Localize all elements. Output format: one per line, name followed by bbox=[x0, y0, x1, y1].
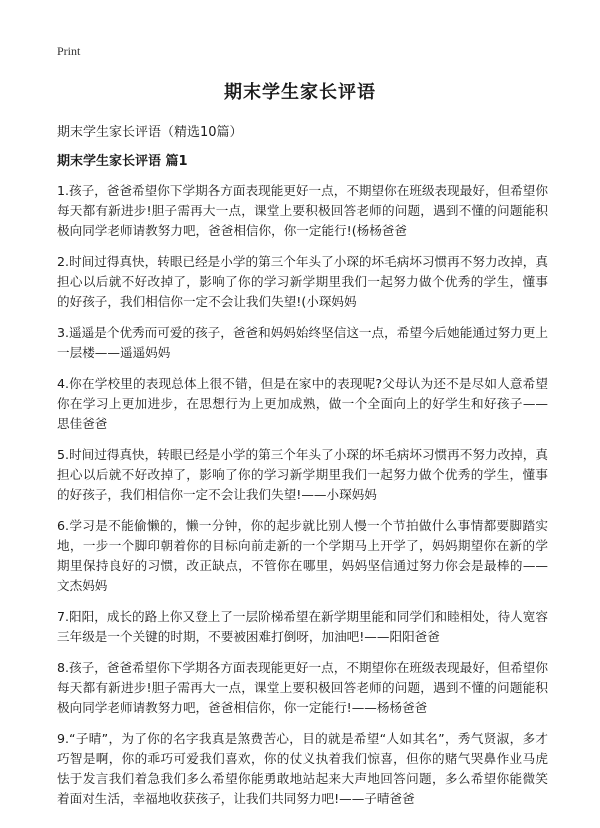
document-subtitle: 期末学生家长评语（精选10篇） bbox=[57, 125, 243, 140]
comment-entry: 1.孩子，爸爸希望你下学期各方面表现能更好一点，不期望你在班级表现最好，但希望你每天都有新进步!胆子需再大一点，课堂上要积极回答老师的问题，遇到不懂的问题能积极向同学老师请教努力吧，爸爸相信你，你一定能行!(杨杨爸爸 bbox=[57, 183, 548, 238]
comment-entry: 5.时间过得真快，转眼已经是小学的第三个年头了小琛的坏毛病坏习惯再不努力改掉，真担心以后就不好改掉了，影响了你的学习新学期里我们一起努力做个优秀的学生，懂事的好孩子，我们相信你一定不会让我们失望!——小琛妈妈 bbox=[57, 447, 548, 502]
comment-entry: 6.学习是不能偷懒的，懒一分钟，你的起步就比别人慢一个节拍做什么事情都要脚踏实地，一步一个脚印朝着你的目标向前走新的一个学期马上开学了，妈妈期望你在新的学期里保持良好的习惯，改正缺点，不管你在哪里，妈妈坚信通过努力你会是最棒的——文杰妈妈 bbox=[57, 518, 548, 593]
comment-entry: 3.遥遥是个优秀而可爱的孩子，爸爸和妈妈始终坚信这一点，希望今后她能通过努力更上一层楼——遥遥妈妈 bbox=[57, 325, 548, 360]
comment-entry: 4.你在学校里的表现总体上很不错，但是在家中的表现呢?父母认为还不是尽如人意希望你在学习上更加进步，在思想行为上更加成熟，做一个全面向上的好学生和好孩子——思佳爸爸 bbox=[57, 376, 548, 431]
comment-entry: 7.阳阳，成长的路上你又登上了一层阶梯希望在新学期里能和同学们和睦相处，待人宽容三年级是一个关键的时期，不要被困难打倒呀，加油吧!——阳阳爸爸 bbox=[57, 609, 548, 644]
comment-entry: 8.孩子，爸爸希望你下学期各方面表现能更好一点，不期望你在班级表现最好，但希望你每天都有新进步!胆子需再大一点，课堂上要积极回答老师的问题，遇到不懂的问题能积极向同学老师请教努力吧，爸爸相信你，你一定能行!——杨杨爸爸 bbox=[57, 660, 548, 715]
comment-entry: 9.“子晴”，为了你的名字我真是煞费苦心，目的就是希望“人如其名”，秀气贤淑，多才巧智是啊，你的乖巧可爱我们喜欢，你的仗义执着我们惊喜，但你的赌气哭鼻作业马虎怯于发言我们着急我们多么希望你能勇敢地站起来大声地回答问题，多么希望你能微笑着面对生活，幸福地收获孩子，让我们共同努力吧!——子晴爸爸 bbox=[57, 731, 548, 806]
comment-entry: 2.时间过得真快，转眼已经是小学的第三个年头了小琛的坏毛病坏习惯再不努力改掉，真担心以后就不好改掉了，影响了你的学习新学期里我们一起努力做个优秀的学生，懂事的好孩子，我们相信你一定不会让我们失望!(小琛妈妈 bbox=[57, 254, 548, 309]
comment-list bbox=[57, 181, 548, 820]
page-title: 期末学生家长评语 bbox=[224, 82, 376, 103]
section-heading: 期末学生家长评语 篇1 bbox=[57, 154, 188, 169]
print-link[interactable]: Print bbox=[57, 44, 81, 58]
